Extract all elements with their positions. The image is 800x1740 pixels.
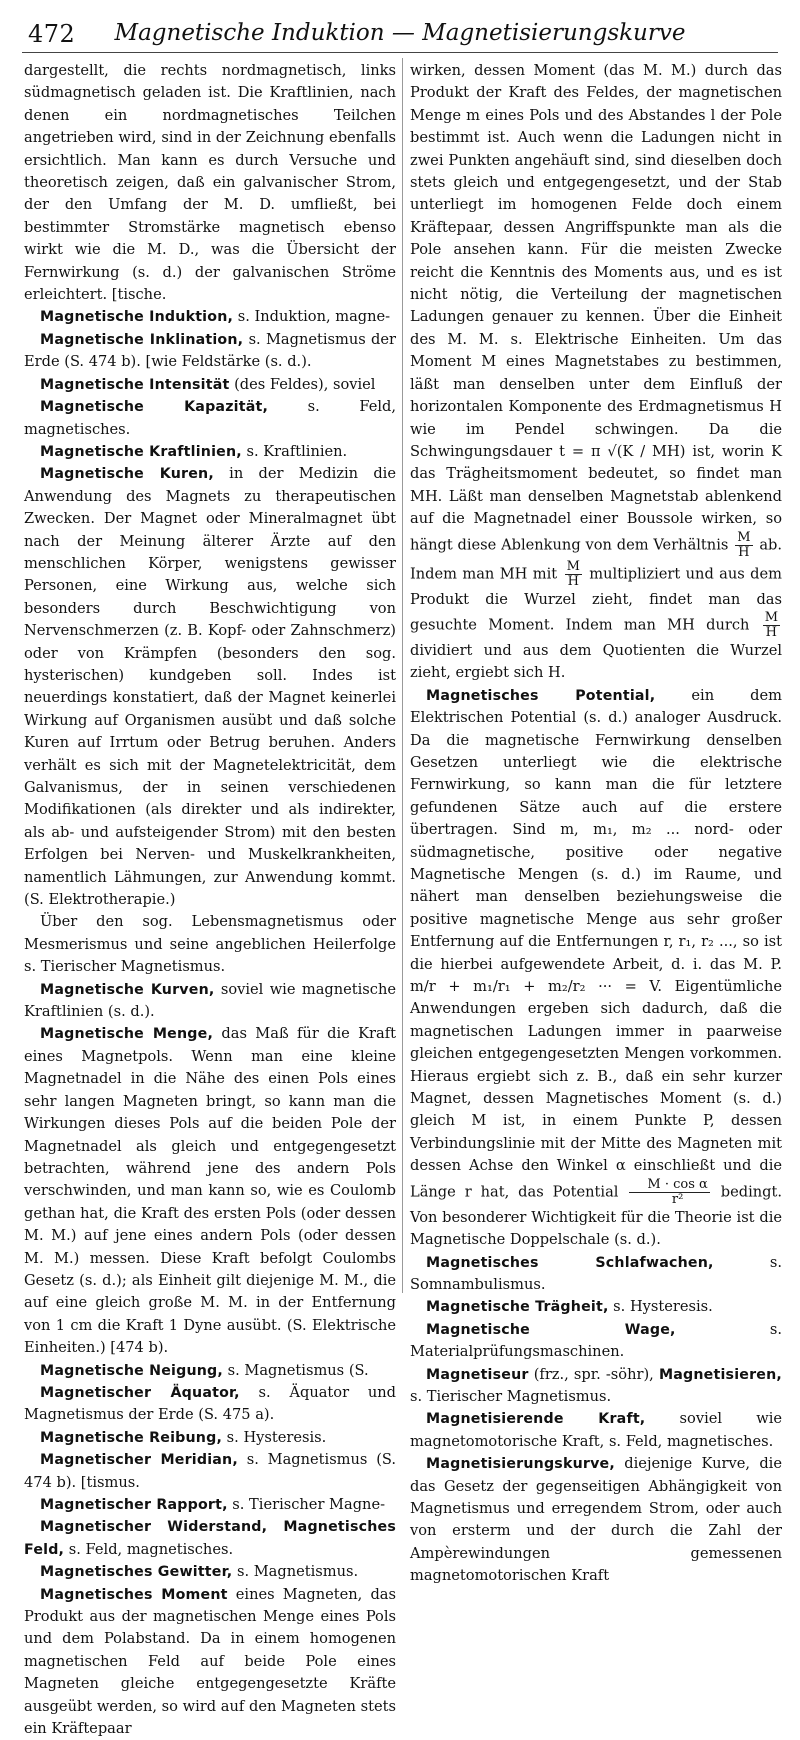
entry-traegheit: Magnetische Trägheit, s. Hysteresis. (426, 1298, 713, 1316)
page-number: 472 (28, 20, 76, 48)
headword: Magnetische Kapazität, (40, 399, 269, 416)
headword: Magnetisieren, (658, 1366, 782, 1383)
entry-magnetiseur: Magnetiseur (frz., spr. -söhr), Magnetisieren, s. Tierischer Magnetismus. (410, 1365, 782, 1405)
entry-inklination: Magnetische Inklination, s. Magnetismus der Erde (S. 474 b). [wie Feldstärke (s. d.). (24, 330, 396, 371)
column-divider (402, 58, 403, 1293)
fraction-potential: $\frac{\text{M · cos α}}{\text{r²}}$ (629, 1178, 709, 1207)
entry-wage: Magnetische Wage, s. Materialprüfungsmaschinen. (410, 1320, 782, 1361)
entry-kraftlinien: Magnetische Kraftlinien, s. Kraftlinien. (40, 442, 348, 460)
headword: Magnetischer Äquator, (40, 1384, 240, 1401)
fraction-m-over-h: $\frac{M}{H}$ (737, 529, 751, 560)
headword: Magnetischer Rapport, (40, 1497, 228, 1513)
entry-gewitter: Magnetisches Gewitter, s. Magnetismus. (40, 1563, 359, 1581)
headword: Magnetisierungskurve, (426, 1456, 615, 1473)
entry-kuren: Magnetische Kuren, in der Medizin die Anwendung des Magnets zu therapeutischen Zwecken. Der Magnet oder Mineralmagnet übt nach der Meinung älterer Ärzte auf den menschlichen Körper, wenigstens gewisser Personen, eine Wirkung aus, welche sich besonders durch Beschwichtigung von Nervenschmerzen (z. B. Kopf- oder Zahnschmerz) oder von Krämpfen (besonders den sog. hysterischen) kundgeben soll. Indes ist neuerdings konstatiert, daß der Magnet keinerlei Wirkung auf Organismen ausübt und daß solche Kuren auf Irrtum oder Betrug beruhen. Anders verhält es sich mit der Magnetelektricität, dem Galvanismus, der in seinen verschiedenen Modifikationen (als direkter und als indirekter, als ab- und aufsteigender Strom) mit den besten Erfolgen bei Nerven- und Muskelkrankheiten, namentlich Lähmungen, zur Anwendung kommt. (S. Elektrotherapie.) (24, 465, 396, 909)
entry-widerstand: Magnetischer Widerstand, Magnetisches Feld, s. Feld, magnetisches. (24, 1519, 396, 1558)
headword: Magnetische Wage, (426, 1321, 676, 1338)
headword: Magnetisierende Kraft, (426, 1411, 646, 1428)
entry-neigung: Magnetische Neigung, s. Magnetismus (S. (40, 1361, 369, 1379)
entry-menge: Magnetische Menge, das Maß für die Kraft eines Magnetpols. Wenn man eine kleine Magnetnadel in die Nähe des einen Pols eines sehr langen Magneten bringt, so kann man die Wirkungen dieses Pols auf die beiden Pole der Magnetnadel als gleich und entgegengesetzt betrachten, während jene des andern Pols verschwinden, und man kann so, wie es Coulomb gethan hat, die Kraft des ersten Pols (oder dessen M. M.) auf jene eines andern Pols (oder dessen M. M.) messen. Diese Kraft befolgt Coulombs Gesetz (s. d.); als Einheit gilt diejenige M. M., die auf eine gleich große M. M. in der Entfernung von 1 cm die Kraft 1 Dyne ausübt. (S. Elektrische Einheiten.) [474 b). (24, 1025, 397, 1357)
entry-meridian: Magnetischer Meridian, s. Magnetismus (S. 474 b). [tismus. (24, 1451, 396, 1491)
entry-continuation: dargestellt, die rechts nordmagnetisch, links südmagnetisch geladen ist. Die Kraftlinien, nach denen ein nordmagnetisches Teilchen angetrieben wird, sind in der Zeichnung ebenfalls ersichtlich. Man kann es durch Versuche und theoretisch zeigen, daß ein galvanischer Strom, der den Umfang der M. D. umfließt, bei bestimmter Stromstärke magnetisch ebenso wirkt wie die M. D., was die Übersicht der Fernwirkung (s. d.) der galvanischen Ströme erleichtert. [tische. (24, 62, 396, 304)
headword: Magnetische Kuren, (40, 466, 214, 483)
fraction-m-over-h: $\frac{M}{H}$ (764, 609, 778, 640)
entry-kapazitaet: Magnetische Kapazität, s. Feld, magnetisches. (24, 398, 396, 438)
headword: Magnetischer Meridian, (40, 1452, 238, 1469)
left-column (24, 60, 397, 1738)
headword: Magnetische Trägheit, (426, 1299, 609, 1316)
entry-magnetisierende-kraft: Magnetisierende Kraft, soviel wie magnetomotorische Kraft, s. Feld, magnetisches. (410, 1410, 782, 1450)
headword: Magnetischer Widerstand, Magnetisches Feld, (24, 1519, 396, 1558)
entry-kurven: Magnetische Kurven, soviel wie magnetische Kraftlinien (s. d.). (24, 980, 396, 1021)
formula-oscillation: t = π √(K / MH) (559, 442, 686, 460)
headword: Magnetische Induktion, (40, 309, 234, 326)
page-header (22, 12, 778, 53)
headword: Magnetische Menge, (40, 1026, 214, 1043)
headword: Magnetiseur (426, 1366, 529, 1383)
entry-intensitaet: Magnetische Intensität (des Feldes), soviel (40, 375, 376, 393)
headword: Magnetisches Potential, (426, 687, 656, 704)
entry-induktion: Magnetische Induktion, s. Induktion, magne- (40, 308, 391, 326)
entry-reibung: Magnetische Reibung, s. Hysteresis. (40, 1428, 327, 1446)
entry-moment-continuation: wirken, dessen Moment (das M. M.) durch das Produkt der Kraft des Feldes, der magnetischen Menge m eines Pols und des Abstandes l der Pole bestimmt ist. Auch wenn die Ladungen nicht in zwei Punkten angehäuft sind, sind dieselben doch stets gleich und entgegengesetzt, und der Stab unterliegt im homogenen Felde doch einem Kräftepaar, dessen Angriffspunkte man als die Pole ansehen kann. Für die meisten Zwecke reicht die Kenntnis des Moments aus, und es ist nicht nötig, die Verteilung der magnetischen Ladungen genauer zu kennen. Über die Einheit des M. M. s. Elektrische Einheiten. Um das Moment M eines Magnetstabes zu bestimmen, läßt man denselben unter dem Einfluß der horizontalen Komponente des Erdmagnetismus H wie im Pendel schwingen. Da die Schwingungsdauer t = π √(K / MH) ist, worin K das Trägheitsmoment bedeutet, so findet man MH. Läßt man denselben Magnetstab ablenkend auf die Magnetnadel einer Boussole wirken, so hängt diese Ablenkung von dem Verhältnis $\frac{M}{H}$ ab. Indem man MH mit $\frac{M}{H}$ multipliziert und aus dem Produkt die Wurzel zieht, findet man das gesuchte Moment. Indem man MH durch $\frac{M}{H}$ dividiert und aus dem Quotienten die Wurzel zieht, ergiebt sich H. (410, 62, 783, 682)
entry-magnetisierungskurve: Magnetisierungskurve, diejenige Kurve, die das Gesetz der gegenseitigen Abhängigkeit von Magnetismus und erregendem Strom, oder auch von ersterm und der durch die Zahl der Ampèrewindungen gemessenen magnetomotorischen Kraft (410, 1455, 782, 1585)
headword: Magnetisches Schlafwachen, (426, 1254, 714, 1271)
headword: Magnetisches Moment (40, 1586, 228, 1603)
entry-aequator: Magnetischer Äquator, s. Äquator und Magnetismus der Erde (S. 475 a). (24, 1383, 396, 1424)
entry-rapport: Magnetischer Rapport, s. Tierischer Magne- (40, 1496, 386, 1513)
headword: Magnetische Kraftlinien, (40, 443, 242, 460)
entry-lebensmagnetismus: Über den sog. Lebensmagnetismus oder Mesmerismus und seine angeblichen Heilerfolge s. Tierischer Magnetismus. (24, 913, 396, 976)
entry-moment: Magnetisches Moment eines Magneten, das Produkt aus der magnetischen Menge eines Pols und dem Polabstand. Da in einem homogenen magnetischen Feld auf beide Pole eines Magneten gleiche entgegengesetzte Kräfte ausgeübt werden, so wird auf den Magneten stets ein Kräftepaar (24, 1585, 396, 1738)
entry-schlafwachen: Magnetisches Schlafwachen, s. Somnambulismus. (410, 1253, 782, 1293)
headword: Magnetisches Gewitter, (40, 1564, 233, 1581)
running-title: Magnetische Induktion — Magnetisierungskurve (114, 20, 686, 46)
headword: Magnetische Inklination, (40, 331, 244, 348)
headword: Magnetische Kurven, (40, 981, 215, 998)
formula-potential: m/r + m₁/r₁ + m₂/r₂ ··· = V. (410, 978, 663, 996)
headword: Magnetische Intensität (40, 376, 230, 393)
headword: Magnetische Reibung, (40, 1429, 223, 1446)
entry-potential: Magnetisches Potential, ein dem Elektrischen Potential (s. d.) analoger Ausdruck. Da die magnetische Fernwirkung denselben Gesetzen unterliegt wie die elektrische Fernwirkung, so kann man die für letztere gefundenen Sätze auch auf die erstere übertragen. Sind m, m₁, m₂ ... nord- oder südmagnetische, positive oder negative Magnetische Mengen (s. d.) im Raume, und nähert man denselben beziehungsweise die positive magnetische Menge aus sehr großer Entfernung auf die Entfernungen r, r₁, r₂ ..., so ist die hierbei aufgewendete Arbeit, d. i. das M. P. m/r + m₁/r₁ + m₂/r₂ ··· = V. Eigentümliche Anwendungen ergeben sich dadurch, daß die magnetischen Ladungen immer in paarweise gleichen entgegengesetzten Mengen vorkommen. Hieraus ergiebt sich z. B., daß ein sehr kurzer Magnet, dessen Magnetisches Moment (s. d.) gleich M ist, in einem Punkte P, dessen Verbindungslinie mit der Mitte des Magneten mit dessen Achse den Winkel α einschließt und die Länge r hat, das Potential $\frac{\text{M · cos α}}{\text{r²}}$ bedingt. Von besonderer Wichtigkeit für die Theorie ist die Magnetische Doppelschale (s. d.). (410, 686, 783, 1249)
fraction-m-over-h: $\frac{M}{H}$ (566, 558, 580, 589)
headword: Magnetische Neigung, (40, 1362, 223, 1379)
right-column (410, 60, 783, 1585)
